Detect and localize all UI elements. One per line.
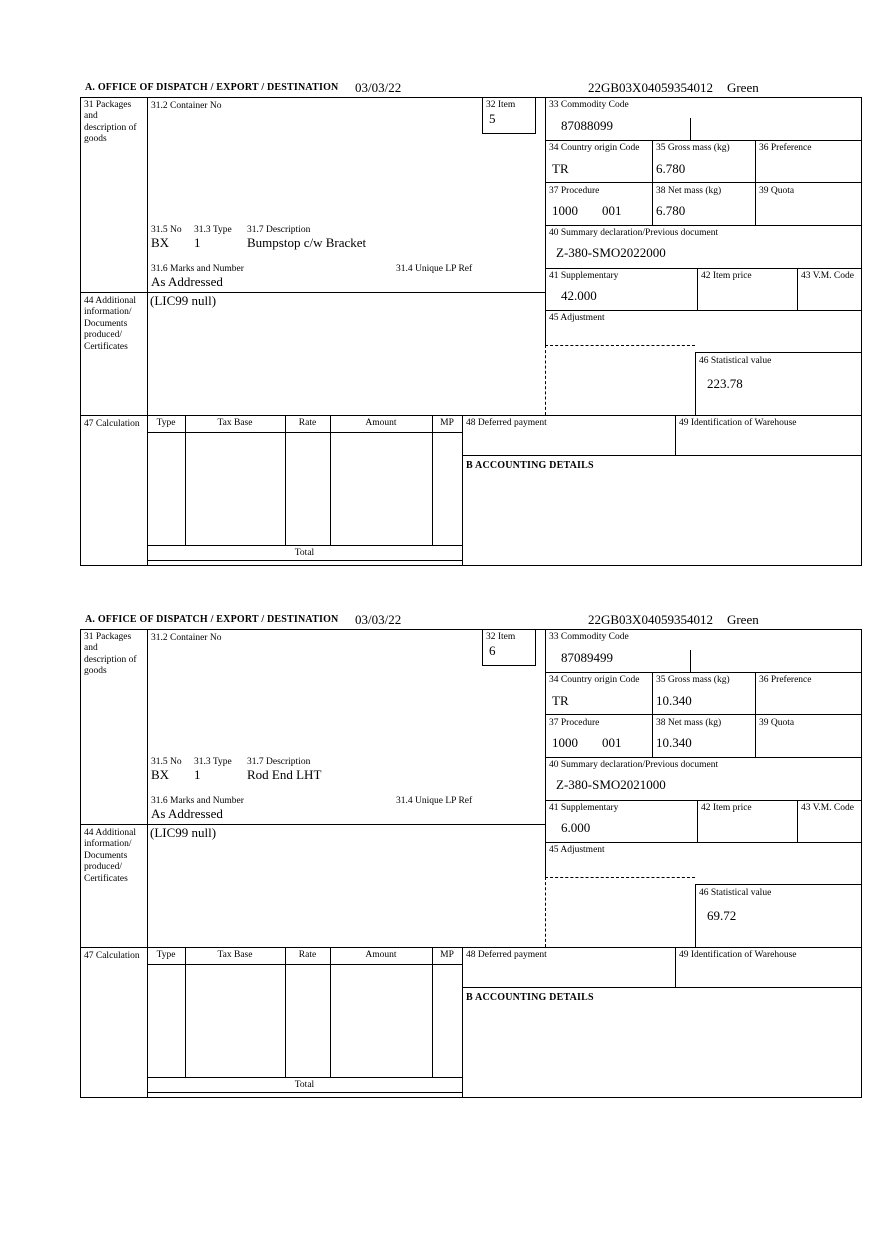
table-col-divider-3 — [330, 415, 331, 545]
preference-label: 36 Preference — [759, 143, 812, 153]
item-number-label: 32 Item — [486, 100, 516, 110]
col-amount-header: Amount — [365, 418, 397, 428]
country-origin-label: 34 Country origin Code — [549, 675, 640, 685]
warehouse-box-left — [675, 947, 676, 987]
unique-lp-ref-label: 31.4 Unique LP Ref — [396, 264, 473, 274]
goods-description-label: 31.7 Description — [247, 225, 311, 235]
box44-label: 44 Additional information/ Documents produced/ Certificates — [84, 296, 136, 352]
label-column-divider — [147, 97, 148, 565]
label-column-divider — [147, 629, 148, 1097]
route-status: Green — [726, 80, 759, 95]
date-value: 03/03/22 — [355, 80, 402, 95]
net-mass-label: 38 Net mass (kg) — [656, 186, 722, 196]
item-box-left — [482, 97, 483, 133]
row-40-bottom — [545, 268, 862, 269]
col-42-divider — [697, 800, 698, 842]
row-37-bottom — [545, 757, 862, 758]
calculation-label: 47 Calculation — [84, 419, 140, 429]
item-box-bottom — [482, 665, 536, 666]
commodity-box-bottom — [545, 672, 862, 673]
vm-code-label: 43 V.M. Code — [801, 271, 854, 281]
deferred-payment-label: 48 Deferred payment — [466, 950, 547, 960]
outer-border-bottom — [80, 1097, 862, 1098]
box31-label: 31 Packages and description of goods — [84, 100, 137, 145]
deferred-payment-label: 48 Deferred payment — [466, 418, 547, 428]
adjustment-bottom-dashed-line — [545, 345, 695, 346]
accounting-box-top — [462, 455, 862, 456]
row-41-bottom — [545, 310, 862, 311]
table-col-divider-1 — [185, 415, 186, 545]
table-header-bottom — [147, 432, 462, 433]
net-mass-value: 10.340 — [656, 735, 692, 750]
table-bottom — [147, 1092, 462, 1093]
accounting-details-header: B ACCOUNTING DETAILS — [466, 460, 594, 471]
commodity-code-value: 87088099 — [561, 118, 613, 133]
right-column-divider — [545, 97, 546, 345]
outer-border-right — [861, 629, 862, 1098]
statistical-value: 69.72 — [707, 908, 737, 923]
statistical-value: 223.78 — [707, 376, 743, 391]
package-no-label: 31.5 No — [151, 757, 182, 767]
row-40-bottom — [545, 800, 862, 801]
table-col-divider-3 — [330, 947, 331, 1077]
quota-label: 39 Quota — [759, 186, 795, 196]
col-42-divider — [697, 268, 698, 310]
commodity-code-separator — [690, 650, 691, 672]
declaration-reference — [588, 613, 759, 627]
country-origin-label: 34 Country origin Code — [549, 143, 640, 153]
total-row-top — [147, 1077, 462, 1078]
col-35-divider — [652, 672, 653, 757]
marks-and-number-label: 31.6 Marks and Number — [151, 264, 244, 274]
quota-label: 39 Quota — [759, 718, 795, 728]
gross-mass-label: 35 Gross mass (kg) — [656, 675, 730, 685]
procedure-additional-code: 001 — [602, 203, 622, 218]
warehouse-label: 49 Identification of Warehouse — [679, 418, 797, 428]
package-no-value: BX — [151, 767, 170, 782]
col-35-divider — [652, 140, 653, 225]
unique-lp-ref-label: 31.4 Unique LP Ref — [396, 796, 473, 806]
outer-border-left — [80, 97, 81, 565]
marks-value: As Addressed — [151, 806, 223, 821]
container-no-label: 31.2 Container No — [151, 101, 222, 111]
table-header-bottom — [147, 964, 462, 965]
goods-description-label: 31.7 Description — [247, 757, 311, 767]
statistical-value-label: 46 Statistical value — [699, 356, 772, 366]
supplementary-value: 42.000 — [561, 288, 597, 303]
outer-border-right — [861, 97, 862, 566]
goods-description-value: Rod End LHT — [247, 767, 322, 782]
package-type-label: 31.3 Type — [194, 757, 232, 767]
commodity-box-bottom — [545, 140, 862, 141]
row-37-bottom — [545, 225, 862, 226]
declaration-reference — [588, 81, 759, 95]
procedure-code: 1000 — [552, 735, 578, 750]
summary-declaration-value: Z-380-SMO2022000 — [556, 245, 666, 260]
table-col-divider-2 — [285, 947, 286, 1077]
commodity-code-label: 33 Commodity Code — [549, 632, 629, 642]
statistical-box-top — [695, 884, 862, 885]
procedure-label: 37 Procedure — [549, 718, 600, 728]
statistical-left-dashed-line — [545, 345, 546, 415]
adjustment-label: 45 Adjustment — [549, 845, 605, 855]
col-mp-header: MP — [440, 950, 454, 960]
statistical-box-top — [695, 352, 862, 353]
supplementary-label: 41 Supplementary — [549, 803, 619, 813]
date-value: 03/03/22 — [355, 612, 402, 627]
total-label: Total — [294, 548, 315, 558]
statistical-value-label: 46 Statistical value — [699, 888, 772, 898]
col-43-divider — [797, 800, 798, 842]
row-34-bottom — [545, 182, 862, 183]
sad-item-block-5 — [0, 80, 882, 612]
outer-border-top — [80, 629, 862, 630]
package-type-label: 31.3 Type — [194, 225, 232, 235]
accounting-box-top — [462, 987, 862, 988]
marks-value: As Addressed — [151, 274, 223, 289]
gross-mass-label: 35 Gross mass (kg) — [656, 143, 730, 153]
item-box-right — [535, 97, 536, 133]
preference-label: 36 Preference — [759, 675, 812, 685]
outer-border-top — [80, 97, 862, 98]
col-rate-header: Rate — [298, 418, 317, 428]
statistical-box-left — [695, 884, 696, 947]
adjustment-bottom-dashed-line — [545, 877, 695, 878]
table-col-divider-2 — [285, 415, 286, 545]
item-number-label: 32 Item — [486, 632, 516, 642]
calculation-section-top — [80, 947, 862, 948]
commodity-code-label: 33 Commodity Code — [549, 100, 629, 110]
package-count-value: 1 — [194, 767, 201, 782]
net-mass-label: 38 Net mass (kg) — [656, 718, 722, 728]
col-type-header: Type — [156, 418, 176, 428]
box44-label: 44 Additional information/ Documents produced/ Certificates — [84, 828, 136, 884]
col-43-divider — [797, 268, 798, 310]
office-of-dispatch-header: A. OFFICE OF DISPATCH / EXPORT / DESTINATION — [85, 82, 339, 93]
summary-declaration-value: Z-380-SMO2021000 — [556, 777, 666, 792]
table-col-divider-4 — [432, 947, 433, 1077]
calculation-label: 47 Calculation — [84, 951, 140, 961]
row-41-bottom — [545, 842, 862, 843]
col-mp-header: MP — [440, 418, 454, 428]
supplementary-label: 41 Supplementary — [549, 271, 619, 281]
marks-and-number-label: 31.6 Marks and Number — [151, 796, 244, 806]
row-34-bottom — [545, 714, 862, 715]
sad-item-block-6 — [0, 612, 882, 1144]
col-tax-base-header: Tax Base — [217, 418, 253, 428]
vm-code-label: 43 V.M. Code — [801, 803, 854, 813]
net-mass-value: 6.780 — [656, 203, 686, 218]
total-row-top — [147, 545, 462, 546]
package-count-value: 1 — [194, 235, 201, 250]
statistical-box-left — [695, 352, 696, 415]
deferred-box-left — [462, 947, 463, 1097]
warehouse-label: 49 Identification of Warehouse — [679, 950, 797, 960]
table-col-divider-4 — [432, 415, 433, 545]
col-tax-base-header: Tax Base — [217, 950, 253, 960]
warehouse-box-left — [675, 415, 676, 455]
route-status: Green — [726, 612, 759, 627]
gross-mass-value: 10.340 — [656, 693, 692, 708]
outer-border-left — [80, 629, 81, 1097]
country-origin-value: TR — [552, 161, 569, 176]
country-origin-value: TR — [552, 693, 569, 708]
package-no-value: BX — [151, 235, 170, 250]
additional-information-value: (LIC99 null) — [150, 293, 217, 308]
col-rate-header: Rate — [298, 950, 317, 960]
gross-mass-value: 6.780 — [656, 161, 686, 176]
procedure-value — [552, 204, 622, 218]
right-column-divider — [545, 629, 546, 877]
procedure-additional-code: 001 — [602, 735, 622, 750]
item-price-label: 42 Item price — [701, 271, 752, 281]
item-number-value: 5 — [489, 111, 496, 126]
col-36-divider — [755, 140, 756, 225]
procedure-code: 1000 — [552, 203, 578, 218]
col-type-header: Type — [156, 950, 176, 960]
package-no-label: 31.5 No — [151, 225, 182, 235]
calculation-section-top — [80, 415, 862, 416]
deferred-box-left — [462, 415, 463, 565]
commodity-code-separator — [690, 118, 691, 140]
table-col-divider-1 — [185, 947, 186, 1077]
procedure-label: 37 Procedure — [549, 186, 600, 196]
item-box-left — [482, 629, 483, 665]
procedure-value — [552, 736, 622, 750]
office-of-dispatch-header: A. OFFICE OF DISPATCH / EXPORT / DESTINATION — [85, 614, 339, 625]
supplementary-value: 6.000 — [561, 820, 591, 835]
item-box-right — [535, 629, 536, 665]
additional-information-value: (LIC99 null) — [150, 825, 217, 840]
item-number-value: 6 — [489, 643, 496, 658]
item-box-bottom — [482, 133, 536, 134]
box31-label: 31 Packages and description of goods — [84, 632, 137, 677]
table-bottom — [147, 560, 462, 561]
col-amount-header: Amount — [365, 950, 397, 960]
commodity-code-value: 87089499 — [561, 650, 613, 665]
summary-declaration-label: 40 Summary declaration/Previous document — [549, 760, 719, 770]
goods-description-value: Bumpstop c/w Bracket — [247, 235, 367, 250]
reference-number: 22GB03X04059354012 — [588, 80, 713, 95]
col-36-divider — [755, 672, 756, 757]
summary-declaration-label: 40 Summary declaration/Previous document — [549, 228, 719, 238]
statistical-left-dashed-line — [545, 877, 546, 947]
accounting-details-header: B ACCOUNTING DETAILS — [466, 992, 594, 1003]
reference-number: 22GB03X04059354012 — [588, 612, 713, 627]
container-no-label: 31.2 Container No — [151, 633, 222, 643]
item-price-label: 42 Item price — [701, 803, 752, 813]
outer-border-bottom — [80, 565, 862, 566]
total-label: Total — [294, 1080, 315, 1090]
adjustment-label: 45 Adjustment — [549, 313, 605, 323]
